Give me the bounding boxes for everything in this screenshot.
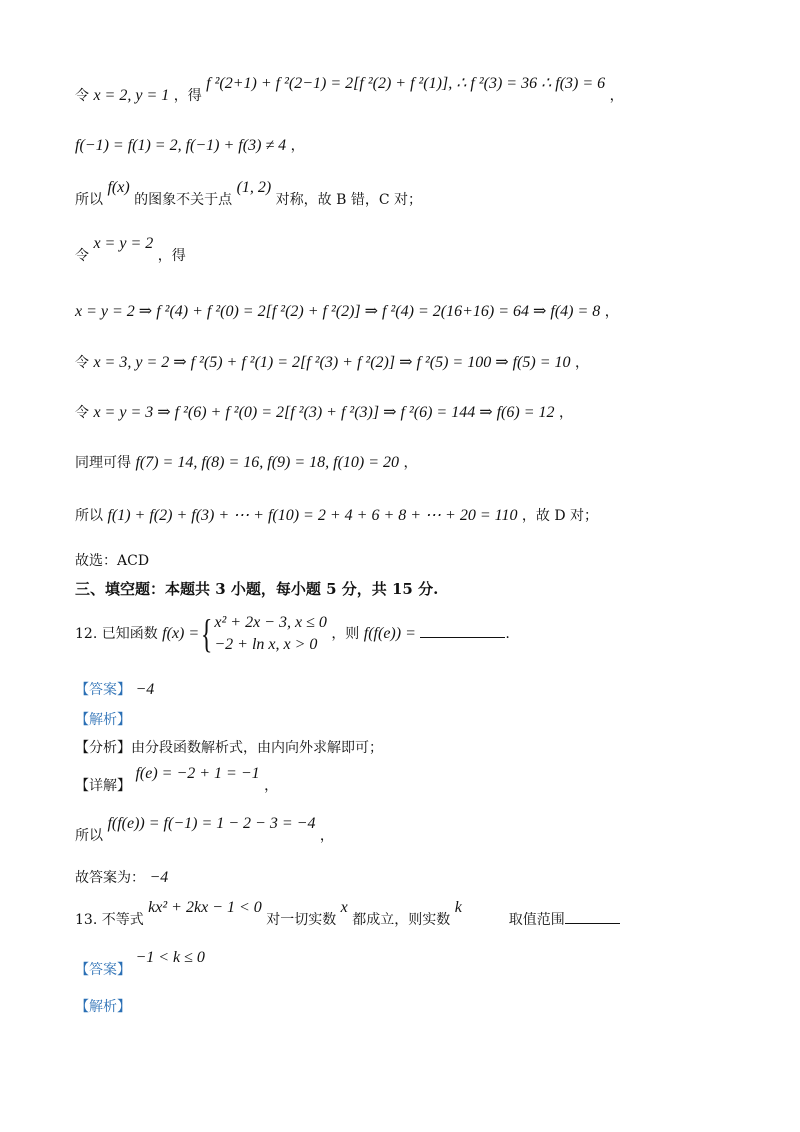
line-6	[75, 355, 589, 371]
text: ，	[290, 138, 305, 154]
math-expression: f(−1) = f(1) = 2, f(−1) + f(3) ≠ 4	[75, 137, 287, 154]
text: ，则	[331, 626, 360, 642]
answer-blank	[565, 923, 620, 924]
text: ，	[574, 355, 589, 371]
line-9	[75, 508, 598, 524]
section-header: 三、填空题：本题共 3 小题，每小题 5 分，共 15 分.	[75, 580, 439, 598]
text: 都成立，则实数	[352, 912, 451, 928]
question-12	[75, 612, 510, 656]
text: 所以	[75, 828, 103, 844]
inequality: kx² + 2kx − 1 < 0	[148, 899, 262, 916]
math-expression: f(e) = −2 + 1 = −1	[135, 765, 260, 782]
text: ，	[319, 828, 334, 844]
math-expression: f(f(e)) =	[363, 625, 416, 642]
text: ，	[403, 455, 418, 471]
answer-blank	[420, 637, 505, 638]
math-expression: f(x)	[107, 179, 130, 196]
text: 所以	[75, 508, 103, 524]
text: 令	[75, 405, 89, 421]
math-expression: x = 2, y = 1	[93, 87, 170, 104]
text: 所以	[75, 192, 103, 208]
math-expression: f(7) = 14, f(8) = 16, f(9) = 18, f(10) = 20	[135, 454, 400, 471]
text: 的图象不关于点	[134, 192, 233, 208]
variable-k: k	[454, 899, 462, 916]
answer-tag: 【答案】	[75, 682, 131, 698]
fenxi-tag: 【分析】	[75, 740, 131, 756]
text: ，	[264, 778, 279, 794]
final-answer-line	[75, 870, 168, 886]
math-expression: f(f(e)) = f(−1) = 1 − 2 − 3 = −4	[107, 815, 316, 832]
math-expression: f ²(2+1) + f ²(2−1) = 2[f ²(2) + f ²(1)], ∴ f ²(3) = 36 ∴ f(3) = 6	[206, 75, 606, 92]
question-number: 12. 已知函数	[75, 626, 158, 642]
text: 由分段函数解析式，由内向外求解即可；	[131, 740, 383, 756]
case-2: −2 + ln x, x > 0	[214, 636, 318, 653]
text: 故答案为：	[75, 870, 145, 886]
text: 取值范围	[508, 912, 565, 928]
answer-tag: 【答案】	[75, 962, 131, 978]
final-answer: −4	[149, 869, 169, 886]
question-number: 13. 不等式	[75, 912, 144, 928]
math-expression: x = y = 2	[93, 235, 154, 252]
line-4	[75, 235, 186, 264]
line-1	[75, 75, 624, 104]
case-1: x² + 2x − 3, x ≤ 0	[214, 614, 327, 631]
text: 故选：ACD	[75, 553, 150, 569]
line-10	[75, 554, 149, 568]
line-3	[75, 179, 423, 208]
answer-value: −1 < k ≤ 0	[135, 949, 205, 966]
text: ，得	[173, 88, 202, 104]
fenxi-line	[75, 741, 383, 755]
line-2	[75, 138, 305, 154]
text: ，	[604, 304, 619, 320]
text: 令	[75, 88, 89, 104]
text: ，故 D 对；	[521, 508, 599, 524]
text: .	[505, 626, 510, 642]
piecewise-cases	[214, 612, 326, 656]
math-expression: x = y = 2 ⇒ f ²(4) + f ²(0) = 2[f ²(2) + f ²(2)] ⇒ f ²(4) = 2(16+16) = 64 ⇒ f(4) = 8	[75, 303, 601, 320]
analysis-tag-line-13	[75, 1000, 131, 1014]
text: ，	[609, 88, 624, 104]
xiangjie-line	[75, 765, 279, 794]
math-expression: x = 3, y = 2 ⇒ f ²(5) + f ²(1) = 2[f ²(3) + f ²(2)] ⇒ f ²(5) = 100 ⇒ f(5) = 10	[93, 354, 571, 371]
text: 对一切实数	[266, 912, 337, 928]
text: 同理可得	[75, 455, 131, 471]
analysis-tag: 【解析】	[75, 712, 131, 728]
text: 令	[75, 248, 89, 264]
answer-line	[75, 682, 154, 698]
answer-value: −4	[135, 681, 155, 698]
brace-symbol: {	[201, 611, 213, 656]
math-expression: x = y = 3 ⇒ f ²(6) + f ²(0) = 2[f ²(3) + f ²(3)] ⇒ f ²(6) = 144 ⇒ f(6) = 12	[93, 404, 555, 421]
math-expression: (1, 2)	[236, 179, 272, 196]
answer-line-13	[75, 949, 205, 978]
variable-x: x	[340, 899, 348, 916]
question-13	[75, 899, 620, 928]
line-7	[75, 405, 573, 421]
text: ，	[558, 405, 573, 421]
function-definition: f(x) =	[162, 625, 200, 642]
line-8	[75, 455, 418, 471]
analysis-tag-line	[75, 713, 131, 727]
line-5	[75, 304, 619, 320]
analysis-tag: 【解析】	[75, 999, 131, 1015]
text: ，得	[157, 248, 186, 264]
xiangjie-tag: 【详解】	[75, 778, 131, 794]
text: 令	[75, 355, 89, 371]
text: 对称，故 B 错，C 对；	[275, 192, 423, 208]
math-expression: f(1) + f(2) + f(3) + ⋯ + f(10) = 2 + 4 + 6 + 8 + ⋯ + 20 = 110	[107, 507, 518, 524]
step2-line	[75, 815, 334, 844]
